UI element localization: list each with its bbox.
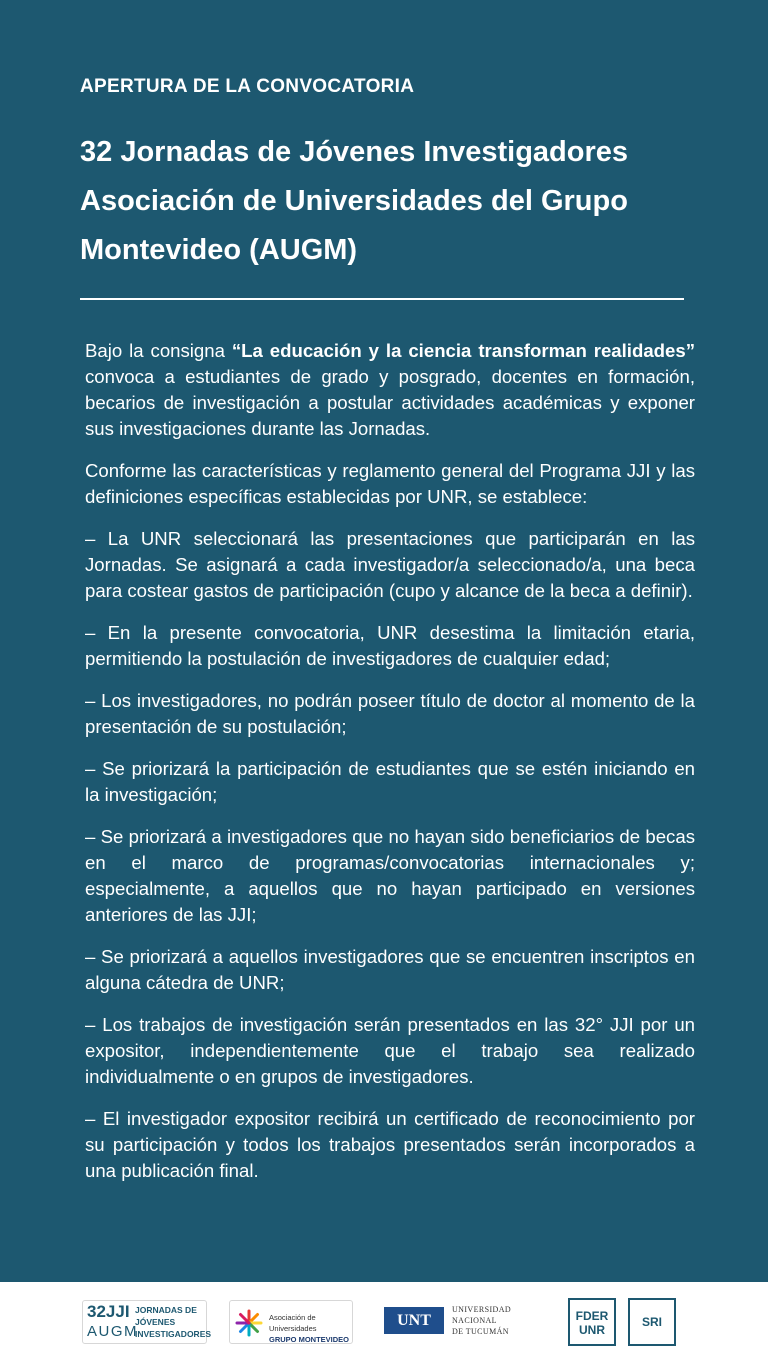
announcement-body xyxy=(85,338,695,1200)
fder-line-2: UNR xyxy=(579,1323,605,1337)
intro-rest: convoca a estudiantes de grado y posgrado, docentes en formación, becarios de investigación a postular actividades académicas y exponer sus investigaciones durante las Jornadas. xyxy=(85,366,695,439)
jji-line-3: INVESTIGADORES xyxy=(135,1329,212,1339)
page-title xyxy=(80,128,700,275)
unt-line-1: UNIVERSIDAD xyxy=(452,1305,512,1314)
title-line-2: Asociación de Universidades del Grupo xyxy=(80,185,628,217)
rule-item: – Se priorizará a investigadores que no hayan sido beneficiarios de becas en el marco de programas/convocatorias internacionales y; especialmente, a aquellos que no hayan participado en versiones anteriores de las JJI; xyxy=(85,826,695,925)
rule-item: – La UNR seleccionará las presentaciones que participarán en las Jornadas. Se asignará a cada investigador/a seleccionado/a, una beca para costear gastos de participación (cupo y alcance de la beca a definir). xyxy=(85,528,695,601)
sri-logo: SRI xyxy=(628,1298,676,1346)
grupo-montevideo-logo xyxy=(229,1300,353,1344)
unt-line-3: DE TUCUMÁN xyxy=(452,1327,509,1336)
unt-logo xyxy=(384,1300,514,1344)
jji-augm-logo xyxy=(82,1300,212,1344)
paragraph-intro xyxy=(85,338,695,442)
slogan: “La educación y la ciencia transforman realidades” xyxy=(231,340,695,361)
intro-prefix: Bajo la consigna xyxy=(85,340,232,361)
rule-item: – Los trabajos de investigación serán presentados en las 32° JJI por un expositor, independientemente que el trabajo sea realizado individualmente o en grupos de investigadores. xyxy=(85,1014,695,1087)
unt-badge: UNT xyxy=(384,1307,444,1334)
rule-item: – Los investigadores, no podrán poseer título de doctor al momento de la presentación de su postulación; xyxy=(85,690,695,737)
rule-item: – El investigador expositor recibirá un certificado de reconocimiento por su participación y todos los trabajos presentados serán incorporados a una publicación final. xyxy=(85,1108,695,1181)
rule-item: – En la presente convocatoria, UNR desestima la limitación etaria, permitiendo la postulación de investigadores de cualquier edad; xyxy=(85,622,695,669)
mvd-line-1: Asociación de Universidades xyxy=(269,1313,317,1333)
logo-footer xyxy=(0,1282,768,1365)
fder-line-1: FDER xyxy=(575,1309,609,1323)
divider xyxy=(80,298,684,300)
unt-line-2: NACIONAL xyxy=(452,1316,497,1325)
jji-subtitle xyxy=(135,1304,211,1340)
mvd-line-2: GRUPO MONTEVIDEO xyxy=(269,1335,350,1344)
unt-text xyxy=(452,1304,511,1337)
rule-item: – Se priorizará la participación de estudiantes que se estén iniciando en la investigación; xyxy=(85,758,695,805)
mvd-text xyxy=(269,1312,352,1345)
jji-number-digits: 32 xyxy=(87,1302,106,1321)
paragraph-conditions: Conforme las características y reglamento general del Programa JJI y las definiciones específicas establecidas por UNR, se establece: xyxy=(85,460,695,507)
jji-number xyxy=(87,1302,130,1322)
fder-unr-logo xyxy=(568,1298,616,1346)
kicker-heading: APERTURA DE LA CONVOCATORIA xyxy=(80,76,415,97)
augm-wordmark: AUGM xyxy=(87,1323,138,1340)
title-line-3: Montevideo (AUGM) xyxy=(80,234,358,266)
title-line-1: 32 Jornadas de Jóvenes Investigadores xyxy=(80,136,629,168)
flower-icon xyxy=(234,1308,264,1338)
rule-item: – Se priorizará a aquellos investigadores que se encuentren inscriptos en alguna cátedra de UNR; xyxy=(85,946,695,993)
jji-letters: JJI xyxy=(105,1302,130,1321)
jji-line-2: JÓVENES xyxy=(135,1317,176,1327)
jji-line-1: JORNADAS DE xyxy=(135,1305,197,1315)
